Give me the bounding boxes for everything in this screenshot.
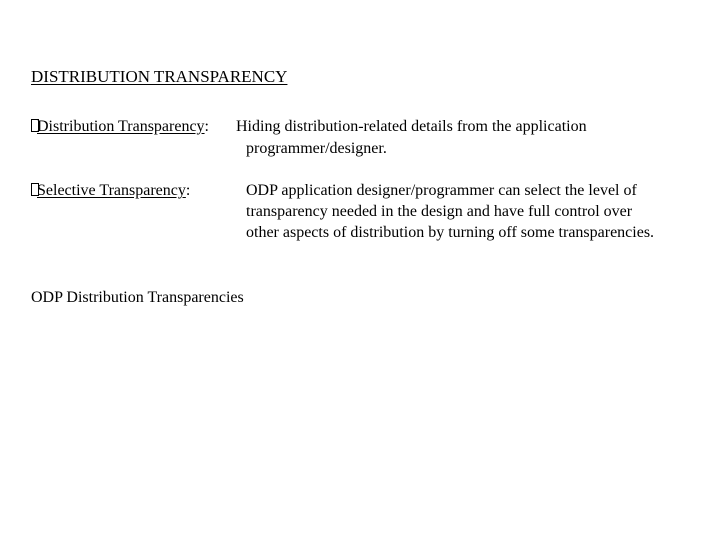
- slide-title: DISTRIBUTION TRANSPARENCY: [31, 67, 288, 86]
- description-line-2: programmer/designer.: [246, 140, 387, 157]
- term-distribution-transparency: Distribution Transparency: [37, 118, 205, 135]
- description-line-3: other aspects of distribution by turning off some transparencies.: [246, 224, 655, 241]
- term-colon: :: [204, 118, 209, 135]
- term-colon: :: [185, 182, 191, 199]
- term-selective-transparency: Selective Transparency: [37, 182, 186, 199]
- description-line-1: Hiding distribution-related details from the application: [236, 118, 587, 135]
- description-line-1: ODP application designer/programmer can select the level of: [246, 182, 637, 199]
- slide-caption: ODP Distribution Transparencies: [31, 289, 244, 306]
- description-line-2: transparency needed in the design and have full control over: [246, 203, 633, 220]
- selective-transparency-description: [246, 180, 654, 243]
- item-label-distribution-transparency: [31, 116, 209, 137]
- item-label-selective-transparency: [31, 180, 190, 201]
